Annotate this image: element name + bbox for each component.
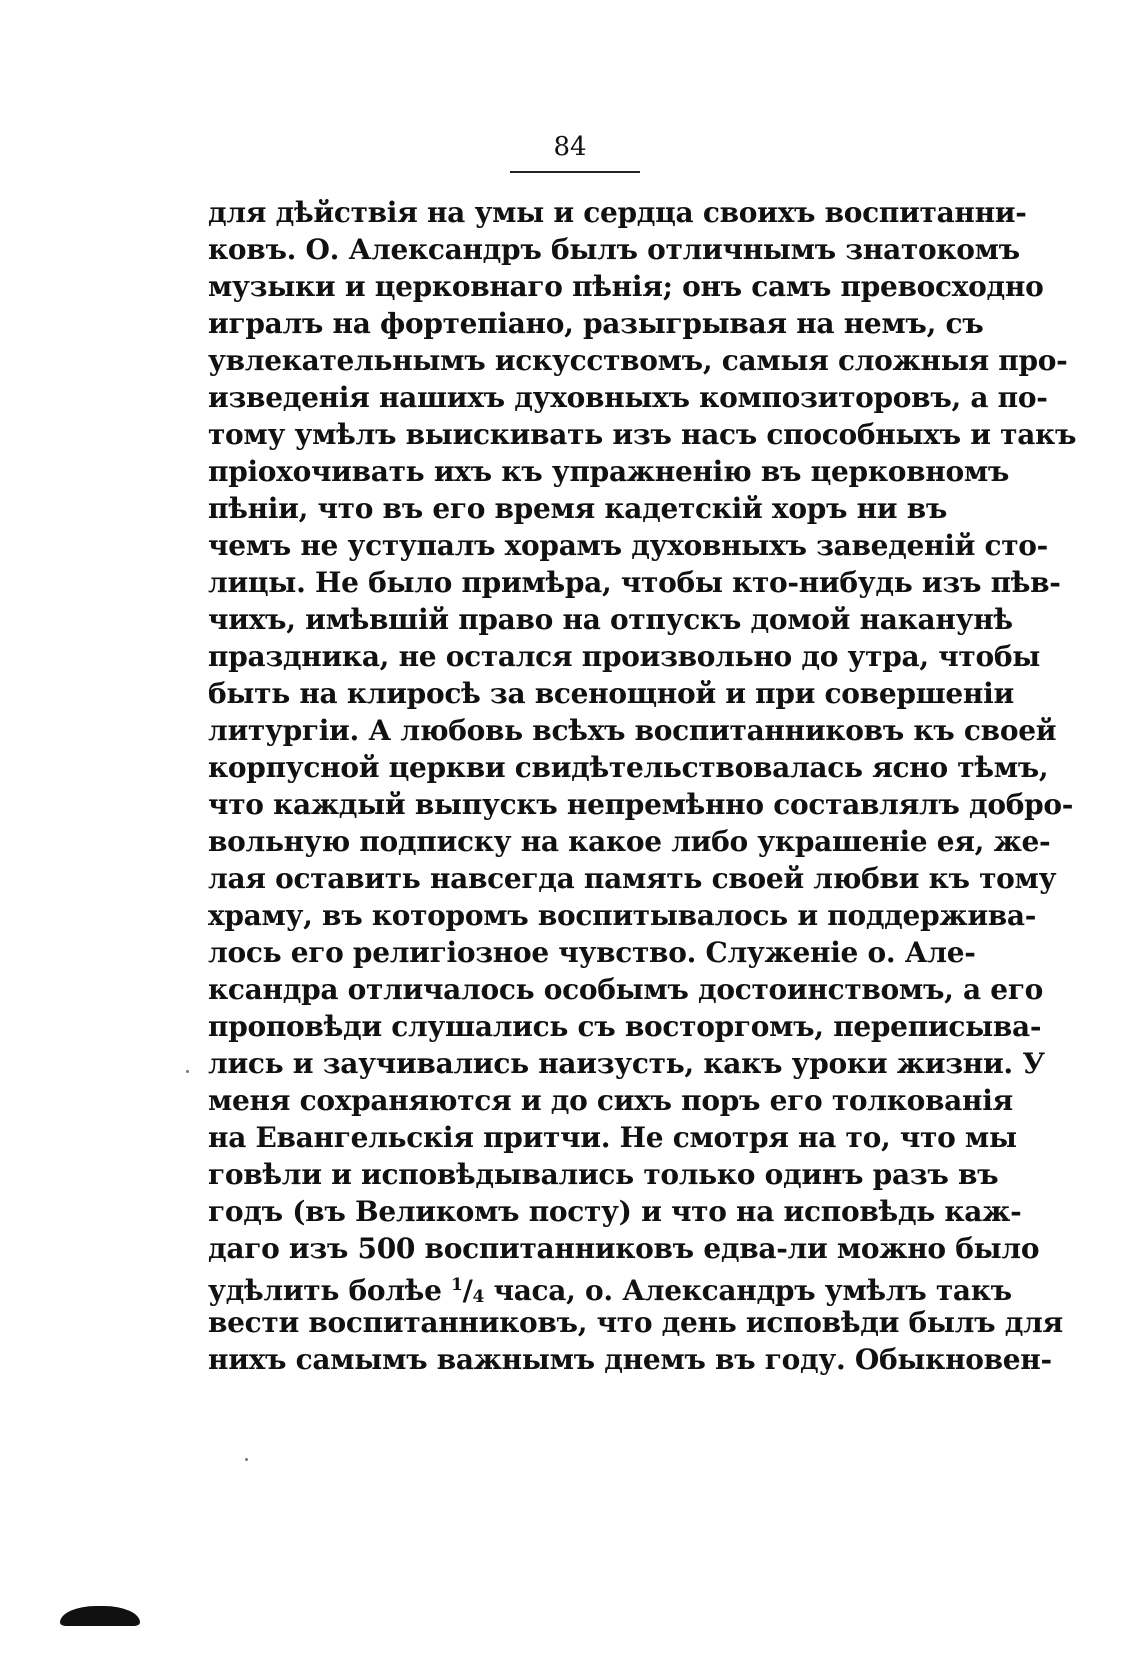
text-line: литургіи. А любовь всѣхъ воспитанниковъ къ своей [208,714,1057,747]
text-line: чемъ не уступалъ хорамъ духовныхъ заведеній сто- [208,529,1048,562]
text-line: лая оставить навсегда память своей любви къ тому [208,862,1057,895]
text-line: даго изъ 500 воспитанниковъ едва-ли можно было [208,1232,1040,1265]
text-line: для дѣйствія на умы и сердца своихъ воспитанни- [208,196,1027,229]
text-line: меня сохраняются и до сихъ поръ его толкованія [208,1084,1013,1117]
text-line: тому умѣлъ выискивать изъ насъ способныхъ и такъ [208,418,1077,451]
fraction-line-after: часа, о. Александръ умѣлъ такъ [493,1274,1012,1307]
text-line: быть на клиросѣ за всенощной и при совершеніи [208,677,1014,710]
fraction-line-before: удѣлить болѣе [208,1274,442,1307]
text-line: увлекательнымъ искусствомъ, самыя сложныя про- [208,344,1068,377]
text-line-fraction [208,1267,1012,1307]
text-line: пріохочивать ихъ къ упражненію въ церковномъ [208,455,1010,488]
text-line: игралъ на фортепіано, разыгрывая на немъ, съ [208,307,984,340]
header-rule [510,171,640,173]
text-line: корпусной церкви свидѣтельствовалась ясно тѣмъ, [208,751,1049,784]
page-number: 84 [553,132,587,162]
text-line: лись и заучивались наизусть, какъ уроки жизни. У [208,1047,1045,1080]
text-line: изведенія нашихъ духовныхъ композиторовъ, а по- [208,381,1048,414]
body-text [208,194,1077,1378]
ink-blot [60,1606,140,1626]
text-line: вести воспитанниковъ, что день исповѣди былъ для [208,1306,1063,1339]
fraction-denominator: 4 [472,1287,485,1307]
text-line: лось его религіозное чувство. Служеніе о. Але- [208,936,976,969]
text-line: что каждый выпускъ непремѣнно составлялъ добро- [208,788,1074,821]
text-line: храму, въ которомъ воспитывалось и поддержива- [208,899,1037,932]
text-line: нихъ самымъ важнымъ днемъ въ году. Обыкновен- [208,1343,1052,1376]
text-line: чихъ, имѣвшій право на отпускъ домой наканунѣ [208,603,1013,636]
text-line: ковъ. О. Александръ былъ отличнымъ знатокомъ [208,233,1020,266]
text-line: музыки и церковнаго пѣнія; онъ самъ превосходно [208,270,1044,303]
text-line: вольную подписку на какое либо украшеніе ея, же- [208,825,1051,858]
fraction-numerator: 1 [451,1275,463,1295]
text-line: на Евангельскія притчи. Не смотря на то, что мы [208,1121,1017,1154]
text-line: пѣніи, что въ его время кадетскій хоръ ни въ [208,492,948,525]
text-line: праздника, не остался произвольно до утра, чтобы [208,640,1040,673]
text-line: проповѣди слушались съ восторгомъ, переписыва- [208,1010,1042,1043]
text-line: лицы. Не было примѣра, чтобы кто-нибудь изъ пѣв- [208,566,1061,599]
scan-speck [245,1458,248,1461]
text-line: ксандра отличалось особымъ достоинствомъ, а его [208,973,1044,1006]
scan-speck [186,1070,189,1073]
fraction-slash: / [462,1274,473,1307]
fraction-quarter [451,1274,484,1307]
text-line: говѣли и исповѣдывались только одинъ разъ въ [208,1158,999,1191]
text-line: годъ (въ Великомъ посту) и что на исповѣдь каж- [208,1195,1022,1228]
